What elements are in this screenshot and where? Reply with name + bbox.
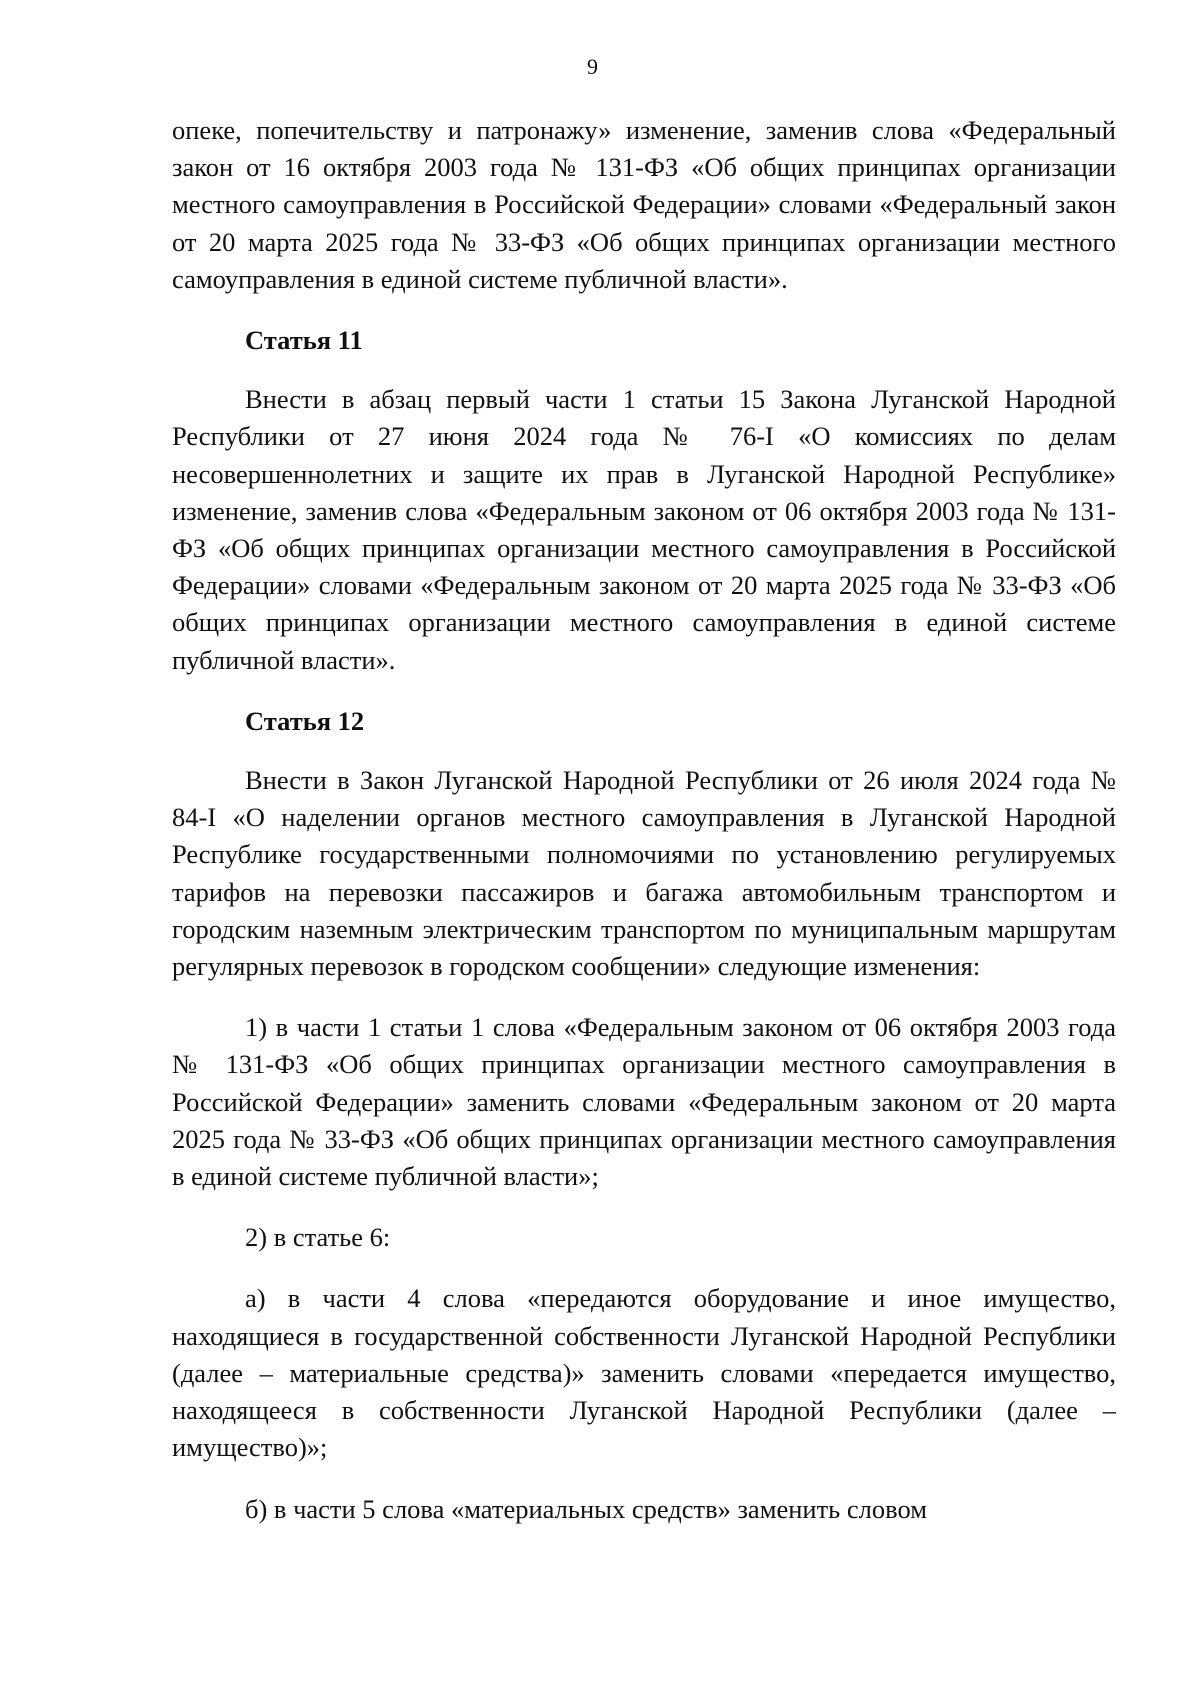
article-12-item-1: 1) в части 1 статьи 1 слова «Федеральным законом от 06 октября 2003 года № 131-ФЗ «Об общих принципах организации местного самоуправления в Российской Федерации» заменить словами «Федеральным законом от 20 марта 2025 года № 33-ФЗ «Об общих принципах организации местного самоуправления в единой системе публичной власти»; bbox=[172, 1012, 1116, 1192]
page-number: 9 bbox=[587, 54, 598, 79]
article-12-heading: Статья 12 bbox=[245, 705, 365, 736]
document-body bbox=[172, 112, 1116, 1528]
article-12-item-2: 2) в статье 6: bbox=[245, 1222, 391, 1253]
paragraph-continuation: опеке, попечительству и патронажу» изменение, заменив слова «Федеральный закон от 16 октября 2003 года № 131-ФЗ «Об общих принципах организации местного самоуправления в Российской Федерации» словами «Федеральный закон от 20 марта 2025 года № 33-ФЗ «Об общих принципах организации местного самоуправления в единой системе публичной власти». bbox=[172, 115, 1116, 294]
article-12-item-2a: а) в части 4 слова «передаются оборудование и иное имущество, находящиеся в государственной собственности Луганской Народной Республики (далее – материальные средства)» заменить словами «передается имущество, находящееся в собственности Луганской Народной Республики (далее – имущество)»; bbox=[172, 1283, 1116, 1463]
article-12-intro: Внести в Закон Луганской Народной Республики от 26 июля 2024 года № 84-I «О наделении органов местного самоуправления в Луганской Народной Республике государственными полномочиями по установлению регулируемых тарифов на перевозки пассажиров и багажа автомобильным транспортом и городским наземным электрическим транспортом по муниципальным маршрутам регулярных перевозок в городском сообщении» следующие изменения: bbox=[172, 765, 1116, 982]
article-12-item-2b: б) в части 5 слова «материальных средств» заменить словом bbox=[245, 1493, 927, 1524]
article-11-heading: Статья 11 bbox=[245, 325, 363, 356]
article-11-text: Внести в абзац первый части 1 статьи 15 Закона Луганской Народной Республики от 27 июня 2024 года № 76-I «О комиссиях по делам несовершеннолетних и защите их прав в Луганской Народной Республике» изменение, заменив слова «Федеральным законом от 06 октября 2003 года № 131-ФЗ «Об общих принципах организации местного самоуправления в Российской Федерации» словами «Федеральным законом от 20 марта 2025 года № 33-ФЗ «Об общих принципах организации местного самоуправления в единой системе публичной власти». bbox=[172, 384, 1116, 675]
